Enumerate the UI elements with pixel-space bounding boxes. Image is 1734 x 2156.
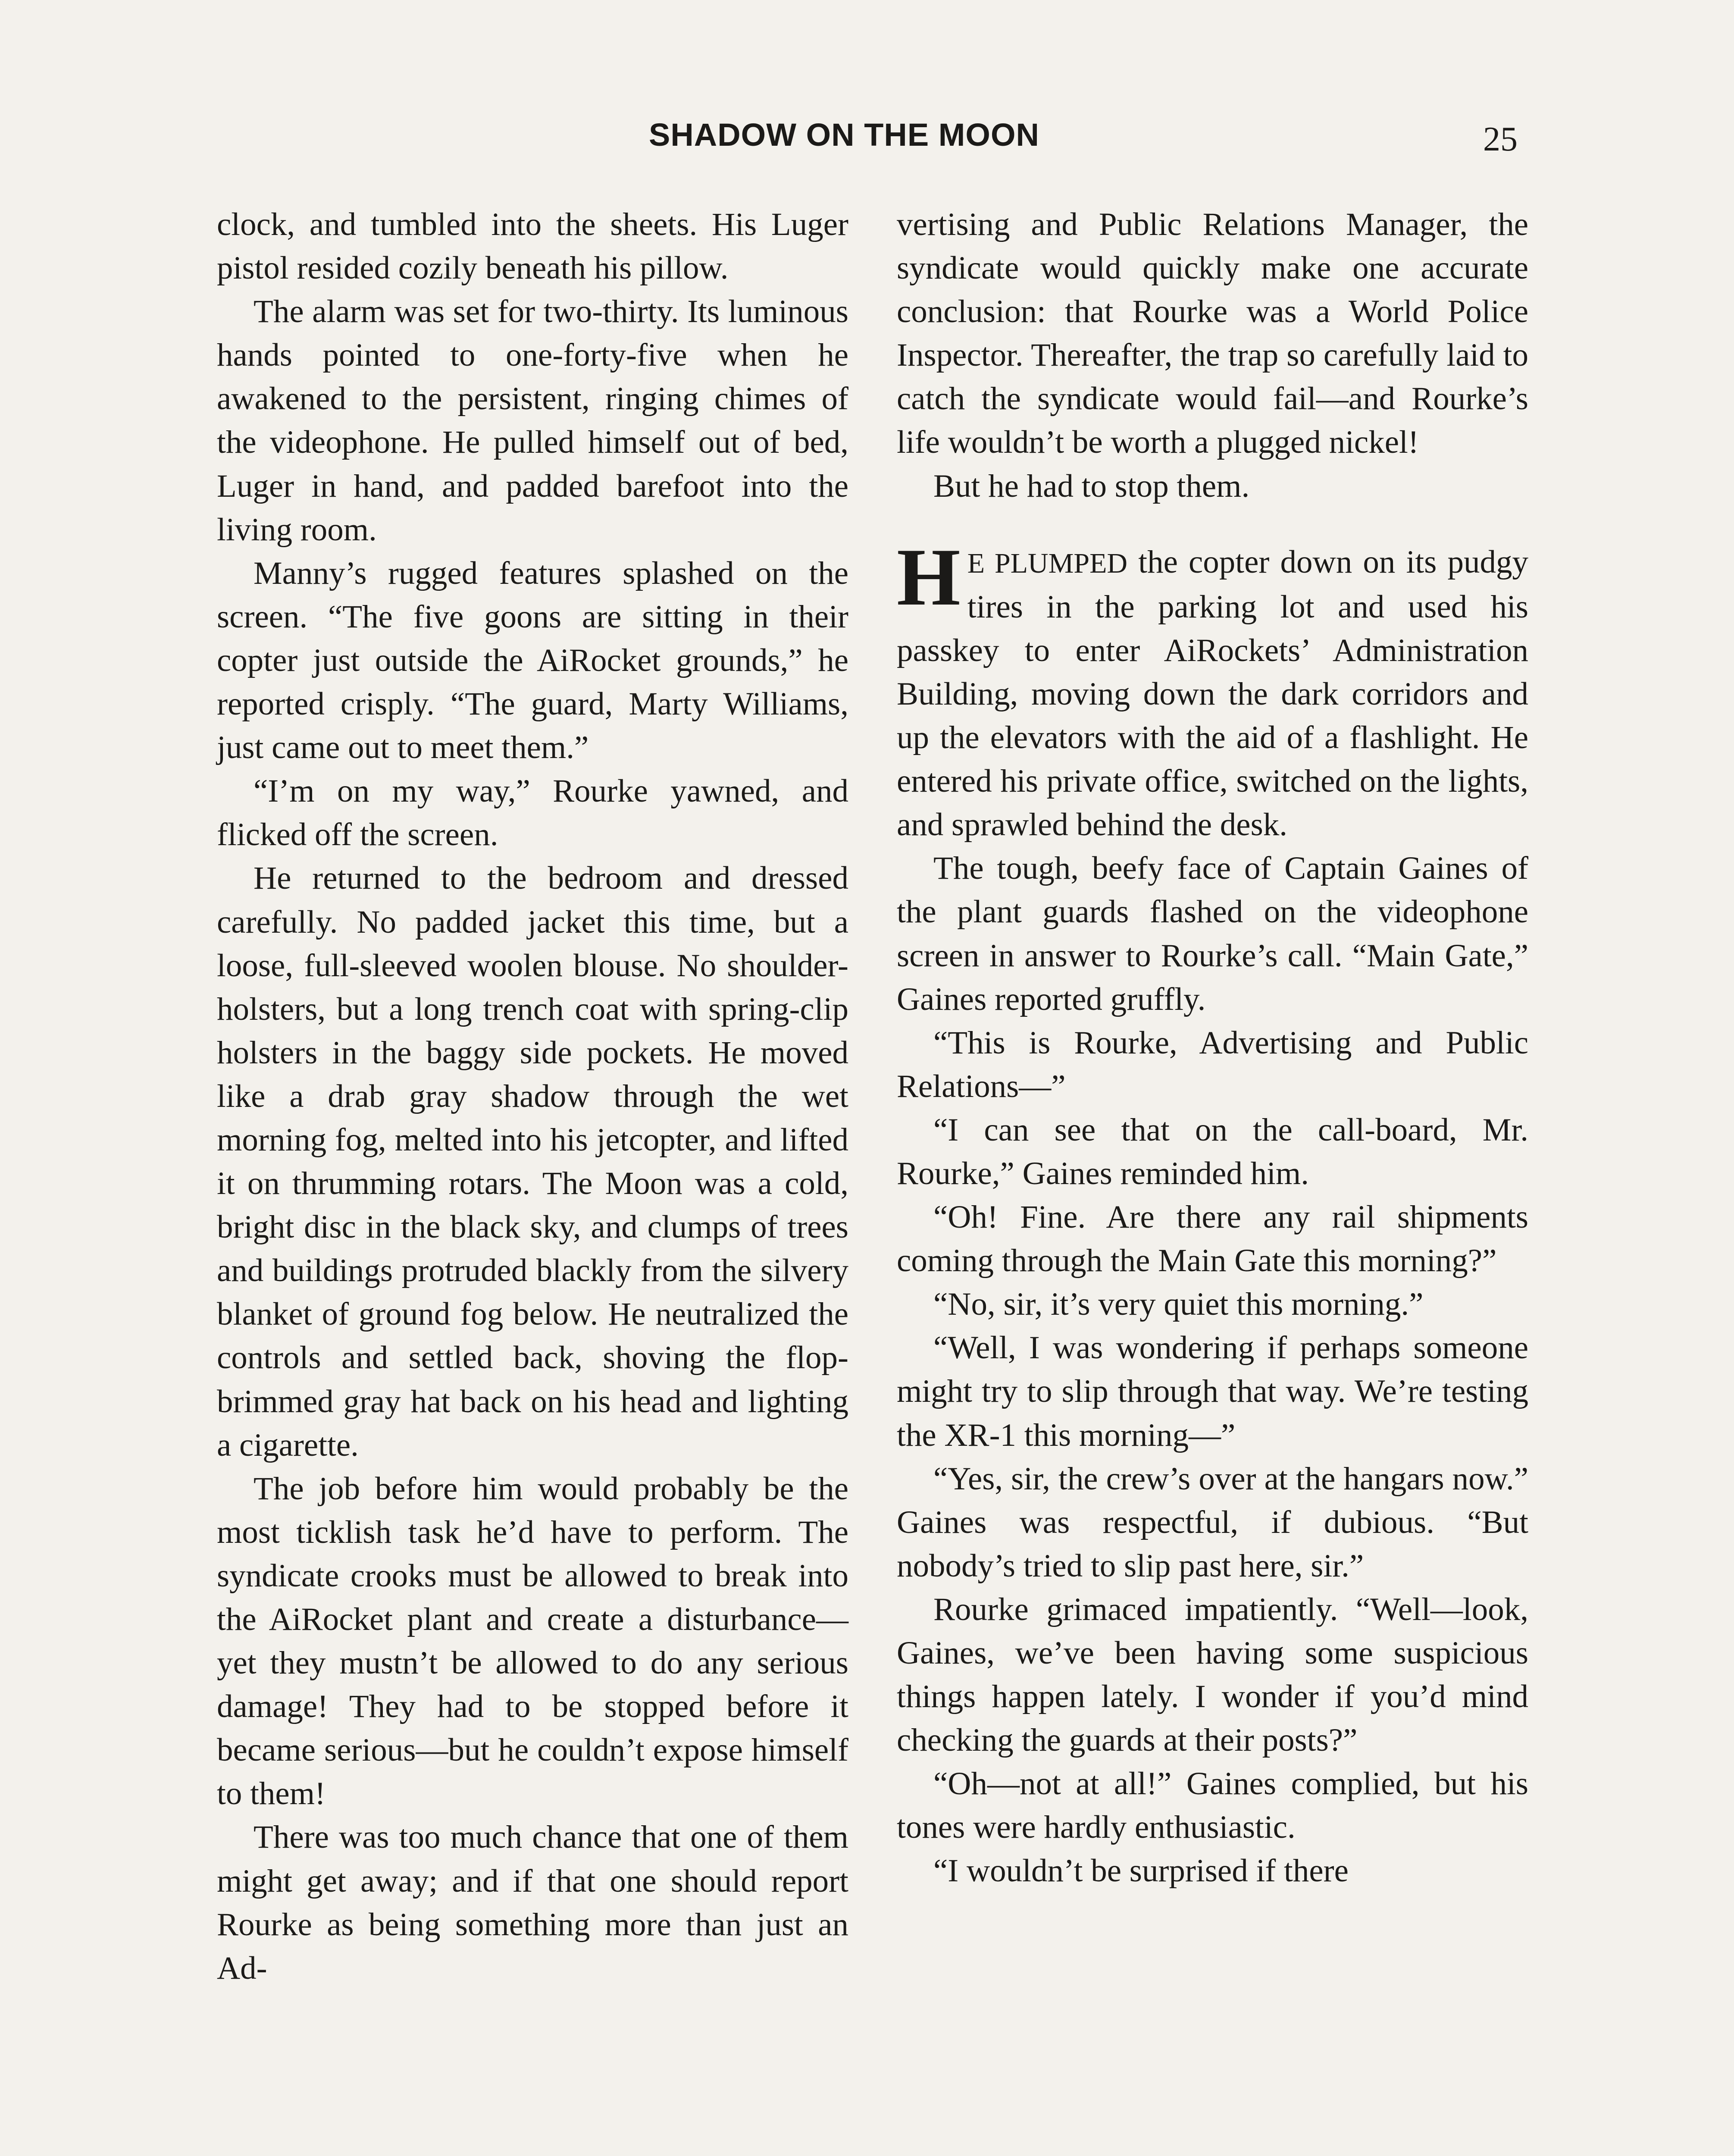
paragraph: “Well, I was wondering if perhaps someone might try to slip through that way. We’re testing the XR-1 this morning—” xyxy=(897,1330,1528,1453)
paragraph: “This is Rourke, Advertising and Public Relations—” xyxy=(897,1025,1528,1104)
paragraph: Manny’s rugged features splashed on the screen. “The five goons are sitting in their copter just outside the AiRocket grounds,” he reported crisply. “The guard, Marty Williams, just came out to meet them.” xyxy=(217,555,848,766)
running-title: SHADOW ON THE MOON xyxy=(649,117,1039,153)
section-opening-paragraph xyxy=(897,532,1529,847)
right-column xyxy=(897,203,1528,1893)
paragraph: vertising and Public Relations Manager, the syndicate would quickly make one accurate conclusion: that Rourke was a World Police Inspector. Thereafter, the trap so carefully laid to catch the syndicate would fail—and Rourke’s life wouldn’t be worth a plugged nickel! xyxy=(897,207,1528,461)
paragraph: Rourke grimaced impatiently. “Well—look, Gaines, we’ve been having some suspicious things happen lately. I wonder if you’d mind checking the guards at their posts?” xyxy=(897,1591,1528,1758)
left-column xyxy=(217,203,848,1990)
paragraph: “I wouldn’t be surprised if there xyxy=(933,1853,1349,1889)
paragraph: There was too much chance that one of them might get away; and if that one should report Rourke as being something more than just an Ad- xyxy=(217,1819,848,1986)
drop-cap: H xyxy=(897,532,961,623)
paragraph: “No, sir, it’s very quiet this morning.” xyxy=(933,1286,1424,1322)
paragraph: “I can see that on the call-board, Mr. Rourke,” Gaines reminded him. xyxy=(897,1112,1528,1191)
paragraph-text: the copter down on its pudgy tires in the parking lot and used his passkey to enter AiRockets’ Administration Building, moving down the dark corridors and up the elevators with the aid of a flashlight. He entered his private office, switched on the lights, and sprawled behind the desk. xyxy=(897,544,1529,843)
paragraph: “Oh! Fine. Are there any rail shipments coming through the Main Gate this morning?” xyxy=(897,1199,1528,1279)
paragraph: “Yes, sir, the crew’s over at the hangars now.” Gaines was respectful, if dubious. “But nobody’s tried to slip past here, sir.” xyxy=(897,1460,1528,1584)
small-caps-lead: E PLUMPED xyxy=(967,547,1128,579)
paragraph: The alarm was set for two-thirty. Its luminous hands pointed to one-forty-five when he awakened to the persistent, ringing chimes of the videophone. He pulled himself out of bed, Luger in hand, and padded barefoot into the living room. xyxy=(217,294,848,548)
paragraph: The tough, beefy face of Captain Gaines of the plant guards flashed on the videophone screen in answer to Rourke’s call. “Main Gate,” Gaines reported gruffly. xyxy=(897,850,1528,1017)
page-number: 25 xyxy=(1483,120,1518,158)
paragraph: “Oh—not at all!” Gaines complied, but his tones were hardly enthusiastic. xyxy=(897,1766,1528,1846)
paragraph: He returned to the bedroom and dressed carefully. No padded jacket this time, but a loose, full-sleeved woolen blouse. No shoulder-holsters, but a long trench coat with spring-clip holsters in the baggy side pockets. He moved like a drab gray shadow through the wet morning fog, melted into his jetcopter, and lifted it on thrumming rotars. The Moon was a cold, bright disc in the black sky, and clumps of trees and buildings protruded blackly from the silvery blanket of ground fog below. He neutralized the controls and settled back, shoving the flop-brimmed gray hat back on his head and lighting a cigarette. xyxy=(217,860,848,1463)
paragraph: clock, and tumbled into the sheets. His Luger pistol resided cozily beneath his pillow. xyxy=(217,207,848,286)
page-header xyxy=(0,116,1734,168)
paragraph: The job before him would probably be the most ticklish task he’d have to perform. The syndicate crooks must be allowed to break into the AiRocket plant and create a disturbance—yet they mustn’t be allowed to do any serious damage! They had to be stopped before it became serious—but he couldn’t expose himself to them! xyxy=(217,1470,848,1812)
paragraph: “I’m on my way,” Rourke yawned, and flicked off the screen. xyxy=(217,773,848,853)
paragraph: But he had to stop them. xyxy=(933,468,1250,504)
